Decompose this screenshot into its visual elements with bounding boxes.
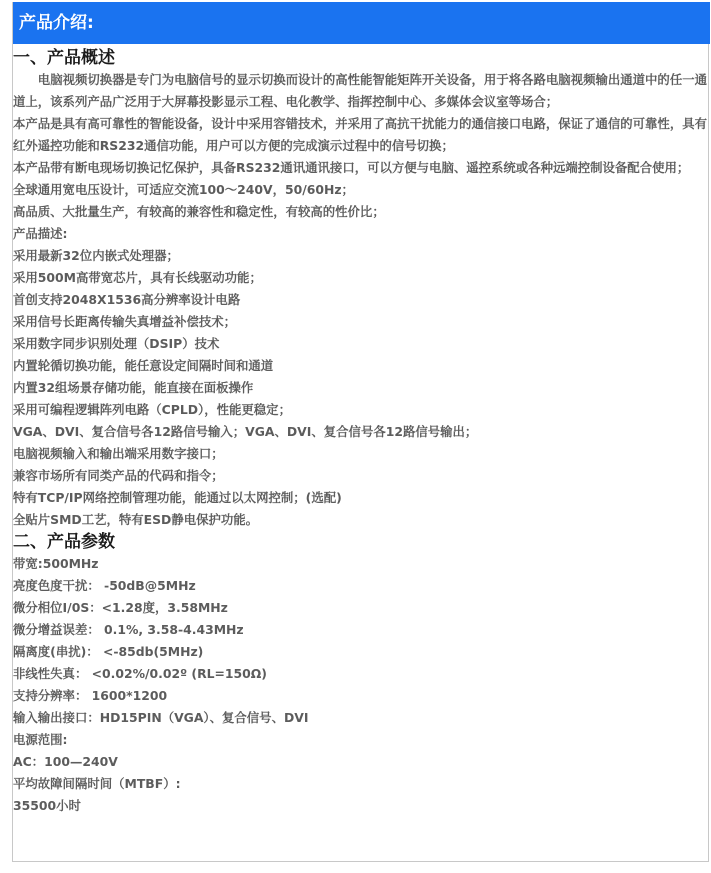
parameter-line: AC：100—240V xyxy=(13,754,118,769)
overview-paragraph: 本产品是具有高可靠性的智能设备，设计中采用容错技术，并采用了高抗干扰能力的通信接口电路，保证了通信的可靠性，具有红外遥控功能和RS232通信功能，用户可以方便的完成演示过程中的信号切换； xyxy=(13,116,707,153)
product-intro-panel xyxy=(12,2,709,862)
header-title: 产品介绍: xyxy=(19,13,94,33)
overview-line: 产品描述: xyxy=(13,226,68,241)
parameter-line: 非线性失真： <0.02%/0.02º (RL=150Ω) xyxy=(13,666,267,681)
overview-line: VGA、DVI、复合信号各12路信号输入；VGA、DVI、复合信号各12路信号输出； xyxy=(13,424,478,439)
parameter-line: 带宽:500MHz xyxy=(13,556,99,571)
parameter-line: 支持分辨率： 1600*1200 xyxy=(13,688,168,703)
overview-line: 全贴片SMD工艺，特有ESD静电保护功能。 xyxy=(13,512,259,527)
overview-line: 内置轮循切换功能，能任意设定间隔时间和通道 xyxy=(13,358,274,373)
content-area xyxy=(13,47,709,817)
parameter-line: 35500小时 xyxy=(13,798,81,813)
overview-line: 采用最新32位内嵌式处理器； xyxy=(13,248,179,263)
overview-line: 电脑视频输入和输出端采用数字接口； xyxy=(13,446,224,461)
overview-line: 采用500M高带宽芯片，具有长线驱动功能； xyxy=(13,270,262,285)
overview-paragraph: 电脑视频切换器是专门为电脑信号的显示切换而设计的高性能智能矩阵开关设备，用于将各路电脑视频输出通道中的任一通道上，该系列产品广泛用于大屏幕投影显示工程、电化教学、指挥控制中心、多媒体会议室等场合； xyxy=(13,72,707,109)
parameter-line: 隔离度(串扰)： <-85db(5MHz) xyxy=(13,644,204,659)
overview-line: 采用数字同步识别处理（DSIP）技术 xyxy=(13,336,220,351)
header-bar xyxy=(13,2,710,44)
parameter-line: 平均故障间隔时间（MTBF）: xyxy=(13,776,181,791)
parameter-line: 微分相位I/0S：<1.28度，3.58MHz xyxy=(13,600,228,615)
overview-line: 首创支持2048X1536高分辨率设计电路 xyxy=(13,292,241,307)
overview-line: 内置32组场景存储功能，能直接在面板操作 xyxy=(13,380,254,395)
overview-line: 全球通用宽电压设计，可适应交流100～240V，50/60Hz； xyxy=(13,182,354,197)
overview-paragraph: 本产品带有断电现场切换记忆保护，具备RS232通讯通讯接口，可以方便与电脑、遥控系统或各种远端控制设备配合使用； xyxy=(13,160,690,175)
parameter-line: 电源范围: xyxy=(13,732,68,747)
parameter-line: 亮度色度干扰： -50dB@5MHz xyxy=(13,578,196,593)
parameter-line: 微分增益误差： 0.1%, 3.58-4.43MHz xyxy=(13,622,244,637)
overview-line: 采用可编程逻辑阵列电路（CPLD），性能更稳定； xyxy=(13,402,291,417)
overview-line: 采用信号长距离传输失真增益补偿技术； xyxy=(13,314,237,329)
overview-line: 特有TCP/IP网络控制管理功能，能通过以太网控制；(选配) xyxy=(13,490,342,505)
section-title-parameters: 二、产品参数 xyxy=(13,532,115,552)
parameter-line: 输入输出接口：HD15PIN（VGA）、复合信号、DVI xyxy=(13,710,309,725)
overview-line: 高品质、大批量生产，有较高的兼容性和稳定性，有较高的性价比； xyxy=(13,204,385,219)
section-title-overview: 一、产品概述 xyxy=(13,48,115,68)
overview-line: 兼容市场所有同类产品的代码和指令； xyxy=(13,468,224,483)
